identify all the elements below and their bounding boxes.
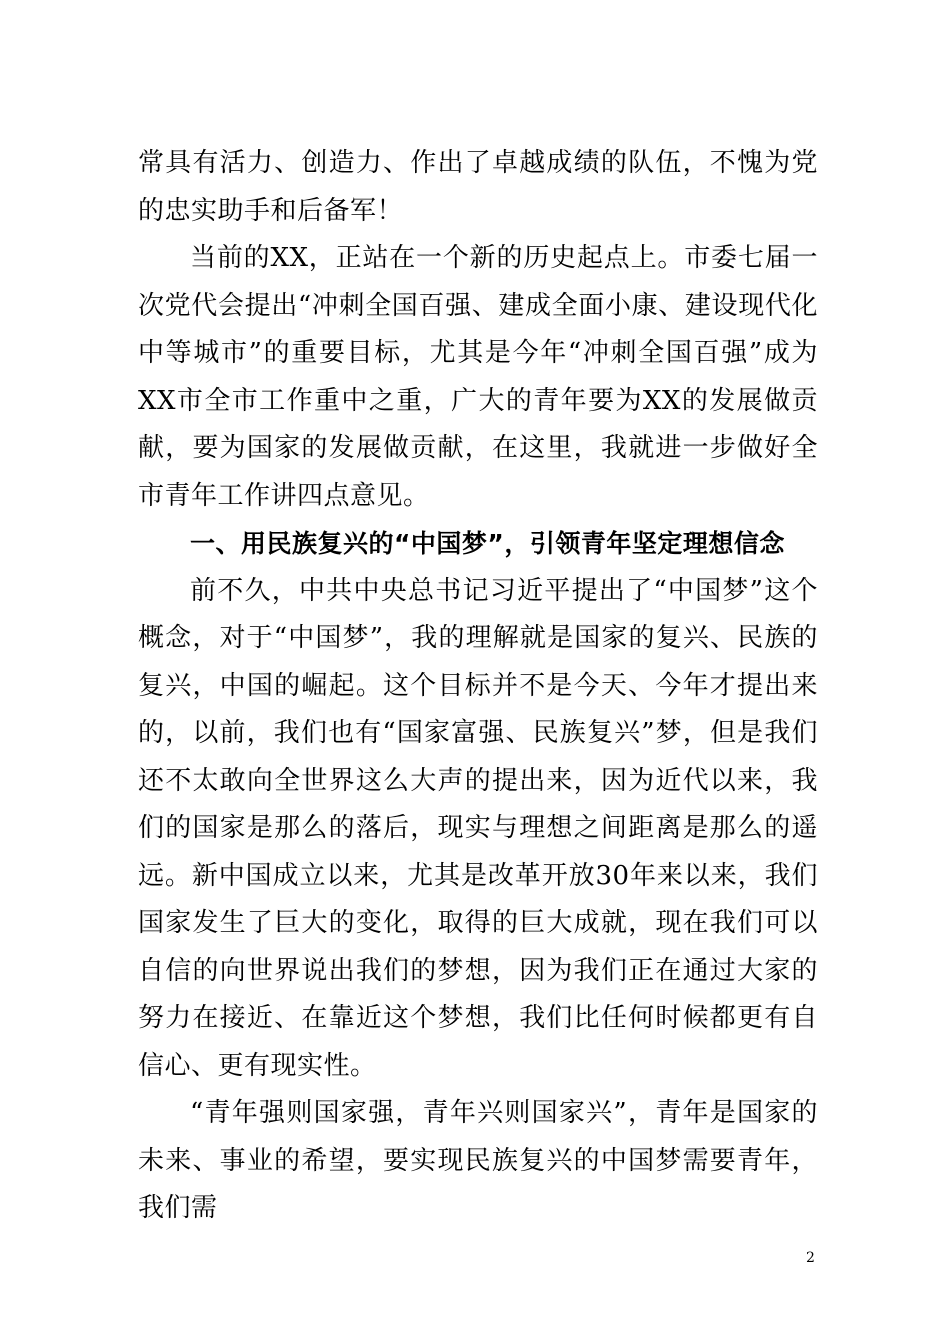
paragraph-china-dream: 前不久，中共中央总书记习近平提出了“中国梦”这个概念，对于“中国梦”，我的理解就是国家的复兴、民族的复兴，中国的崛起。这个目标并不是今天、今年才提出来的，以前，我们也有“国家富强、民族复兴”梦，但是我们还不太敢向全世界这么大声的提出来，因为近代以来，我们的国家是那么的落后，现实与理想之间距离是那么的遥远。新中国成立以来，尤其是改革开放30年来以来，我们国家发生了巨大的变化，取得的巨大成就，现在我们可以自信的向世界说出我们的梦想，因为我们正在通过大家的努力在接近、在靠近这个梦想，我们比任何时候都更有自信心、更有现实性。 — [138, 575, 818, 1081]
paragraph-youth: “青年强则国家强，青年兴则国家兴”，青年是国家的未来、事业的希望，要实现民族复兴的中国梦需要青年，我们需 — [138, 1098, 818, 1223]
page-number: 2 — [806, 1250, 815, 1266]
document-body — [138, 140, 818, 1233]
paragraph-current-situation: 当前的XX，正站在一个新的历史起点上。市委七届一次党代会提出“冲刺全国百强、建成全面小康、建设现代化中等城市”的重要目标，尤其是今年“冲刺全国百强”成为XX市全市工作重中之重，广大的青年要为XX的发展做贡献，要为国家的发展做贡献，在这里，我就进一步做好全市青年工作讲四点意见。 — [138, 243, 818, 511]
paragraph-continuation: 常具有活力、创造力、作出了卓越成绩的队伍，不愧为党的忠实助手和后备军！ — [138, 148, 818, 226]
section-heading: 一、用民族复兴的“中国梦”，引领青年坚定理想信念 — [190, 529, 785, 558]
